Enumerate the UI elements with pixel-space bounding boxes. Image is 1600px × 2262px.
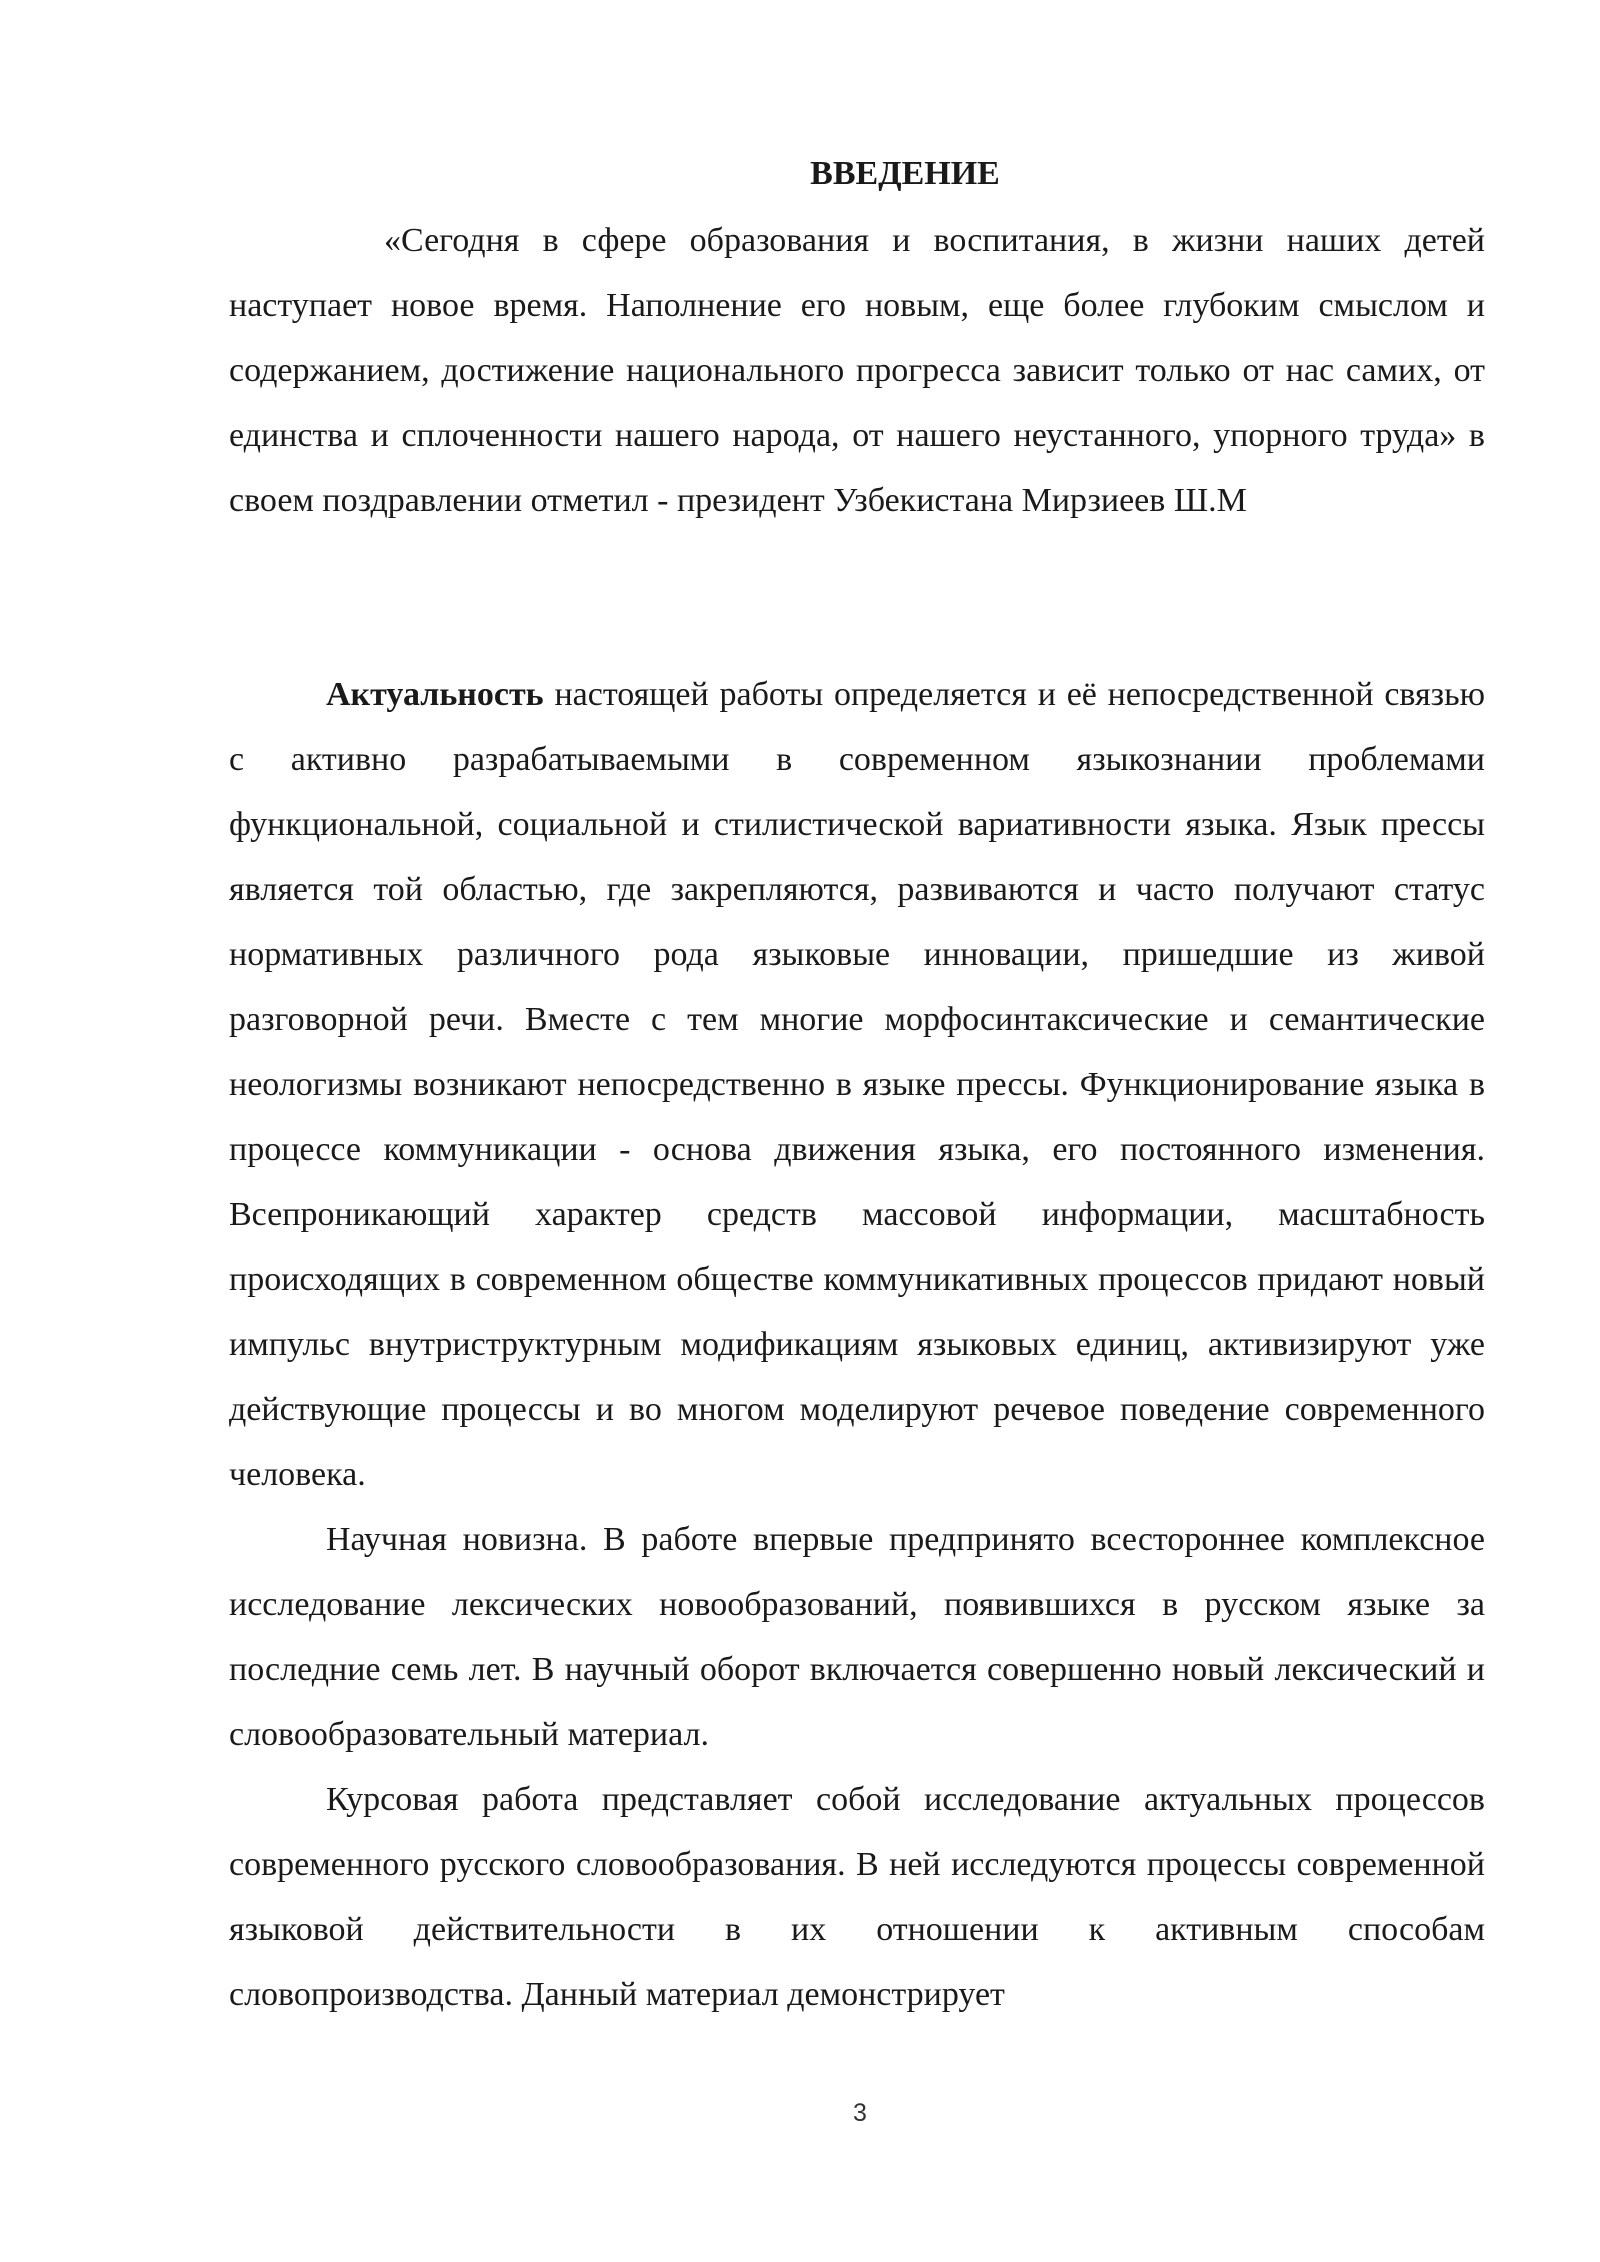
relevance-paragraph [229, 662, 1485, 1507]
page-heading: ВВЕДЕНИЕ [810, 155, 1000, 192]
page-number: 3 [853, 2099, 867, 2127]
body-section [229, 662, 1485, 2027]
relevance-lead: Актуальность [326, 676, 544, 713]
coursework-paragraph: Курсовая работа представляет собой исследование актуальных процессов современного русского словообразования. В ней исследуются процессы современной языковой действительности в их отношении к активным способам словопроизводства. Данный материал демонстрирует [229, 1781, 1485, 2013]
quote-section [229, 208, 1485, 533]
quote-paragraph: «Сегодня в сфере образования и воспитания, в жизни наших детей наступает новое время. Наполнение его новым, еще более глубоким смыслом и содержанием, достижение национального прогресса зависит только от нас самих, от единства и сплоченности нашего народа, от нашего неустанного, упорного труда» в своем поздравлении отметил - президент Узбекистана Мирзиеев Ш.М [229, 222, 1485, 519]
novelty-paragraph: Научная новизна. В работе впервые предпринято всестороннее комплексное исследование лексических новообразований, появившихся в русском языке за последние семь лет. В научный оборот включается совершенно новый лексический и словообразовательный материал. [229, 1521, 1485, 1753]
relevance-text: настоящей работы определяется и её непосредственной связью с активно разрабатываемыми в современном языкознании проблемами функциональной, социальной и стилистической вариативности языка. Язык прессы является той областью, где закрепляются, развиваются и часто получают статус нормативных различного рода языковые инновации, пришедшие из живой разговорной речи. Вместе с тем многие морфосинтаксические и семантические неологизмы возникают непосредственно в языке прессы. Функционирование языка в процессе коммуникации - основа движения языка, его постоянного изменения. Всепроникающий характер средств массовой информации, масштабность происходящих в современном обществе коммуникативных процессов придают новый импульс внутриструктурным модификациям языковых единиц, активизируют уже действующие процессы и во многом моделируют речевое поведение современного человека. [229, 676, 1485, 1493]
